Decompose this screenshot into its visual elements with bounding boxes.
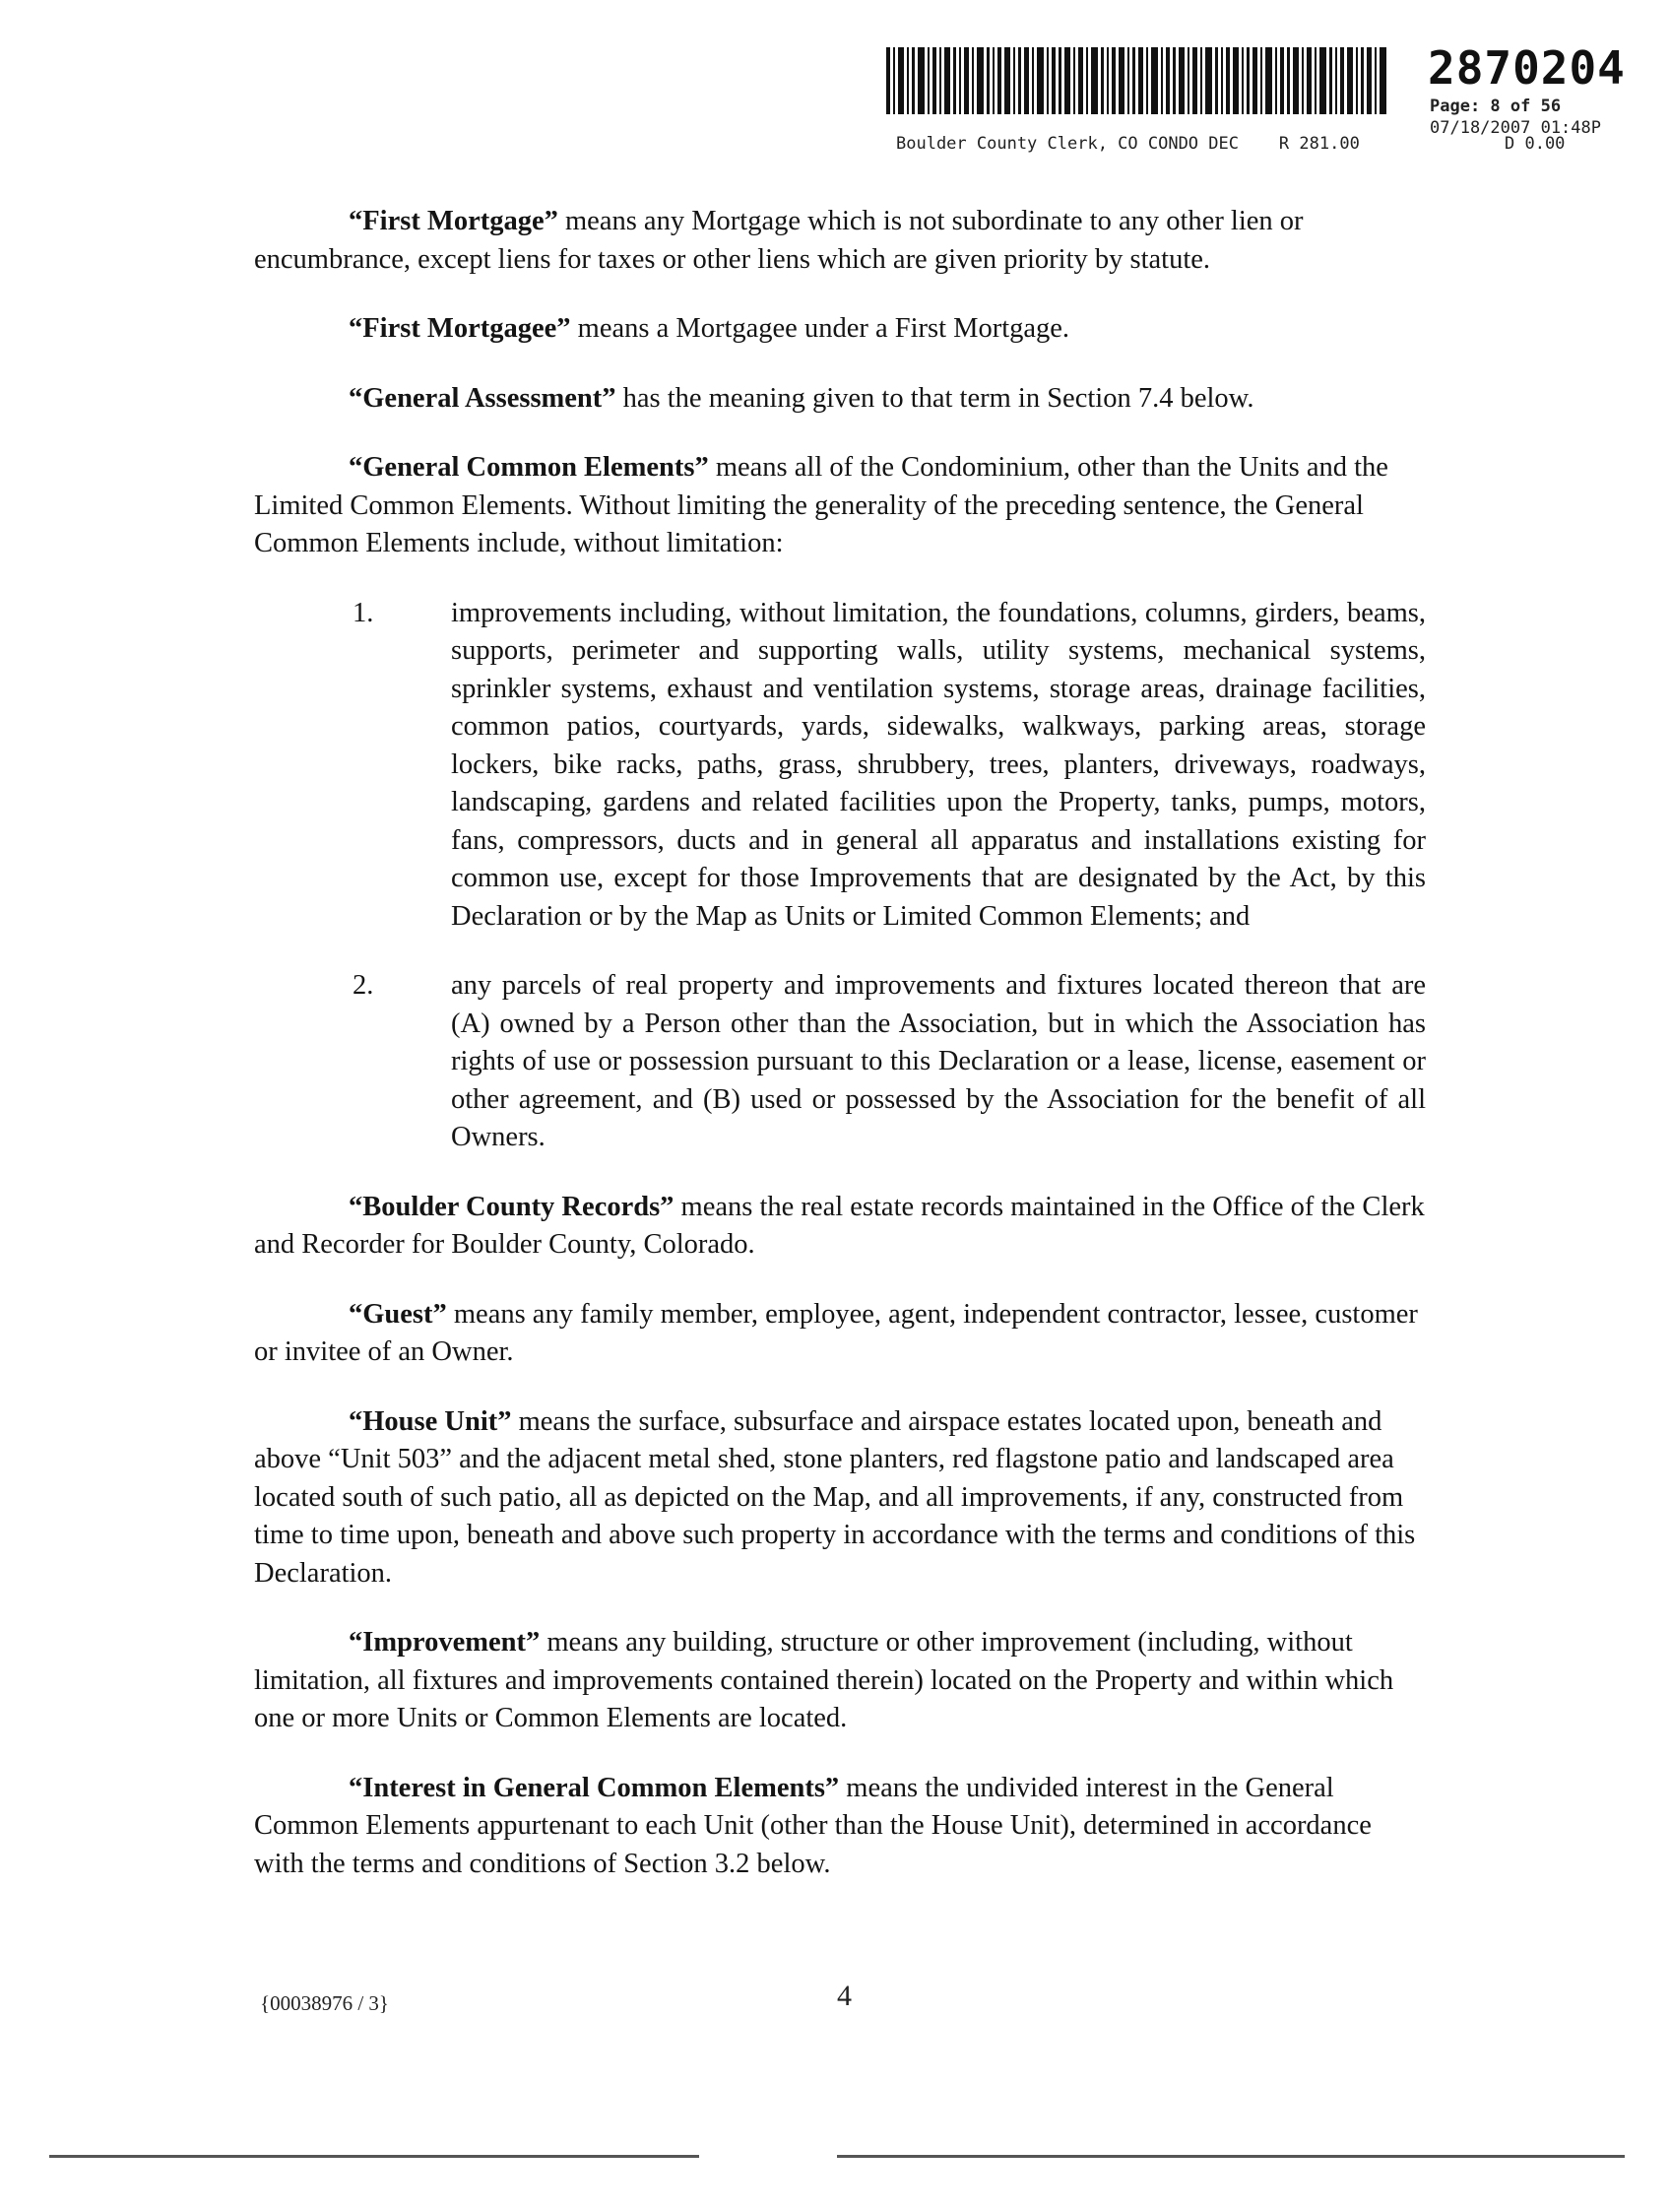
scan-edge-line-left [49, 2155, 699, 2158]
definition-house-unit [254, 1403, 1426, 1594]
definition-text: means the undivided interest in the General Common Elements appurtenant to each Unit (other than the House Unit), determined in accordance with the terms and conditions of Section 3.2 below. [254, 1772, 1372, 1879]
list-item [254, 595, 1426, 937]
recording-datetime: 07/18/2007 01:48P [1430, 118, 1601, 138]
numbered-list [254, 595, 1426, 1157]
definition-text: means a Mortgagee under a First Mortgage. [570, 313, 1070, 344]
recording-page-count: Page: 8 of 56 [1430, 97, 1562, 116]
document-body [254, 203, 1426, 1915]
footer-document-id: {00038976 / 3} [260, 1991, 389, 2015]
recording-clerk-line: Boulder County Clerk, CO CONDO DEC R 281.00 [896, 134, 1360, 154]
definition-general-assessment [254, 380, 1426, 419]
barcode-graphic [886, 47, 1388, 114]
definition-term: “Boulder County Records” [349, 1191, 674, 1222]
recording-number: 2870204 [1428, 41, 1626, 95]
definition-text: means any Mortgage which is not subordinate to any other lien or encumbrance, except liens for taxes or other liens which are given priority by statute. [254, 206, 1304, 275]
definition-text: has the meaning given to that term in Section 7.4 below. [615, 382, 1254, 414]
recording-fee-d: D 0.00 [1505, 134, 1566, 154]
definition-term: “Improvement” [349, 1627, 541, 1658]
definition-text: means the surface, subsurface and airspace estates located upon, beneath and above “Unit 503” and the adjacent metal shed, stone planters, red flagstone patio and landscaped area located south of such patio, all as depicted on the Map, and all improvements, if any, constructed from time to time upon, beneath and above such property in accordance with the terms and conditions of this Declaration. [254, 1405, 1416, 1589]
list-item [254, 967, 1426, 1157]
list-text: any parcels of real property and improvements and fixtures located thereon that are (A) owned by a Person other than the Association, but in which the Association has rights of use or possession pursuant to this Declaration or a lease, license, easement or other agreement, and (B) used or possessed by the Association for the benefit of all Owners. [451, 970, 1426, 1152]
definition-term: “First Mortgagee” [349, 313, 571, 344]
definition-interest-in-gce [254, 1770, 1426, 1884]
definition-text: means all of the Condominium, other than the Units and the Limited Common Elements. Without limiting the generality of the preceding sentence, the General Common Elements include, without limitation: [254, 452, 1388, 558]
definition-text: means any family member, employee, agent, independent contractor, lessee, customer or invitee of an Owner. [254, 1298, 1418, 1367]
definition-first-mortgage [254, 203, 1426, 279]
recording-stamp [886, 41, 1635, 165]
definition-term: “Interest in General Common Elements” [349, 1772, 840, 1803]
definition-boulder-county-records [254, 1189, 1426, 1265]
list-number: 1. [353, 597, 374, 628]
definition-improvement [254, 1624, 1426, 1738]
definition-term: “General Assessment” [349, 382, 616, 414]
definition-first-mortgagee [254, 310, 1426, 349]
definition-text: means the real estate records maintained in the Office of the Clerk and Recorder for Boulder County, Colorado. [254, 1191, 1425, 1260]
definition-guest [254, 1296, 1426, 1372]
definition-term: “General Common Elements” [349, 452, 709, 483]
definition-general-common-elements [254, 449, 1426, 563]
definition-term: “Guest” [349, 1298, 447, 1330]
definition-text: means any building, structure or other improvement (including, without limitation, all fixtures and improvements contained therein) located on the Property and within which one or more Units or Common Elements are located. [254, 1627, 1394, 1733]
list-text: improvements including, without limitation, the foundations, columns, girders, beams, supports, perimeter and supporting walls, utility systems, mechanical systems, sprinkler systems, exhaust and ventilation systems, storage areas, drainage facilities, common patios, courtyards, yards, sidewalks, walkways, parking areas, storage lockers, bike racks, paths, grass, shrubbery, trees, planters, driveways, roadways, landscaping, gardens and related facilities upon the Property, tanks, pumps, motors, fans, compressors, ducts and in general all apparatus and installations existing for common use, except for those Improvements that are designated by the Act, by this Declaration or by the Map as Units or Limited Common Elements; and [451, 597, 1426, 932]
barcode-image [886, 47, 1388, 114]
definition-term: “House Unit” [349, 1405, 512, 1437]
definition-term: “First Mortgage” [349, 206, 558, 236]
list-number: 2. [353, 970, 374, 1001]
page-number: 4 [837, 1980, 852, 2012]
scan-edge-line-right [837, 2155, 1625, 2158]
